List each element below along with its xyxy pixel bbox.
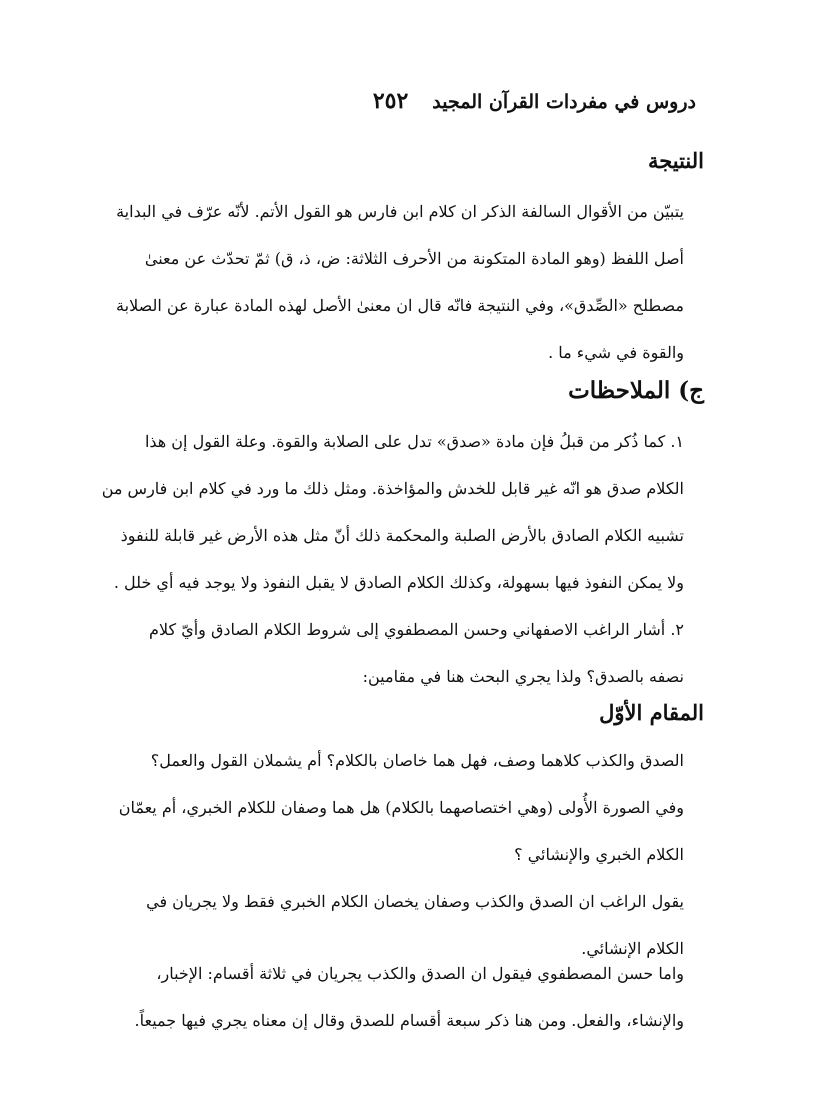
text-line: ٢. أشار الراغب الاصفهاني وحسن المصطفوي إلى شروط الكلام الصادق وأيّ كلام — [149, 620, 684, 639]
first-station-paragraph-1 — [110, 737, 704, 878]
text-line: ١. كما ذُكر من قبلُ فإن مادة «صدق» تدل على الصلابة والقوة. وعلة القول إن هذا — [144, 432, 684, 451]
text-line: نصفه بالصدق؟ ولذا يجري البحث هنا في مقامين: — [362, 667, 684, 686]
text-line: الصدق والكذب كلاهما وصف، فهل هما خاصان بالكلام؟ أم يشملان القول والعمل؟ — [150, 751, 684, 770]
note-2-paragraph — [110, 606, 704, 700]
section-first-station — [110, 698, 704, 728]
text-line: يقول الراغب ان الصدق والكذب وصفان يخصان الكلام الخبري فقط ولا يجريان في — [146, 892, 684, 911]
running-header — [360, 88, 696, 114]
text-line: مصطلح «الصِّدق»، وفي النتيجة فانّه قال ان معنىٰ الأصل لهذه المادة عبارة عن الصلابة — [116, 296, 684, 315]
text-line: الكلام صدق هو انّه غير قابل للخدش والمؤاخذة. ومثل ذلك ما ورد في كلام ابن فارس من — [101, 479, 684, 498]
section-conclusion — [110, 146, 704, 176]
text-line: واما حسن المصطفوي فيقول ان الصدق والكذب يجريان في ثلاثة أقسام: الإخبار، — [156, 964, 684, 983]
conclusion-paragraph — [110, 188, 704, 376]
section-heading: النتيجة — [647, 148, 704, 173]
text-line: الكلام الإنشائي. — [581, 939, 684, 958]
text-line: أصل اللفظ (وهو المادة المتكونة من الأحرف الثلاثة: ض، ذ، ق) ثمّ تحدّث عن معنىٰ — [144, 249, 684, 268]
page-number: ٢٥٢ — [372, 88, 409, 114]
text-line: تشبيه الكلام الصادق بالأرض الصلبة والمحكمة ذلك أنّ مثل هذه الأرض غير قابلة للنفوذ — [120, 526, 684, 545]
text-line: وفي الصورة الأُولى (وهي اختصاصهما بالكلام) هل هما وصفان للكلام الخبري، أم يعمّان — [118, 798, 684, 817]
text-line: الكلام الخبري والإنشائي ؟ — [514, 845, 684, 864]
section-heading: المقام الأوّل — [599, 700, 704, 725]
text-line: يتبيّن من الأقوال السالفة الذكر ان كلام ابن فارس هو القول الأتم. لأنّه عرّف في البداية — [116, 202, 684, 221]
first-station-paragraph-3 — [110, 950, 704, 1044]
section-heading: ج) الملاحظات — [568, 377, 704, 404]
text-line: والقوة في شيء ما . — [548, 343, 684, 362]
section-notes — [110, 376, 704, 406]
text-line: ولا يمكن النفوذ فيها بسهولة، وكذلك الكلام الصادق لا يقبل النفوذ ولا يوجد فيه أي خلل . — [113, 573, 684, 592]
book-title: دروس في مفردات القرآن المجيد — [432, 91, 696, 113]
text-line: والإنشاء، والفعل. ومن هنا ذكر سبعة أقسام للصدق وقال إن معناه يجري فيها جميعاً. — [134, 1011, 684, 1030]
note-1-paragraph — [101, 418, 704, 606]
